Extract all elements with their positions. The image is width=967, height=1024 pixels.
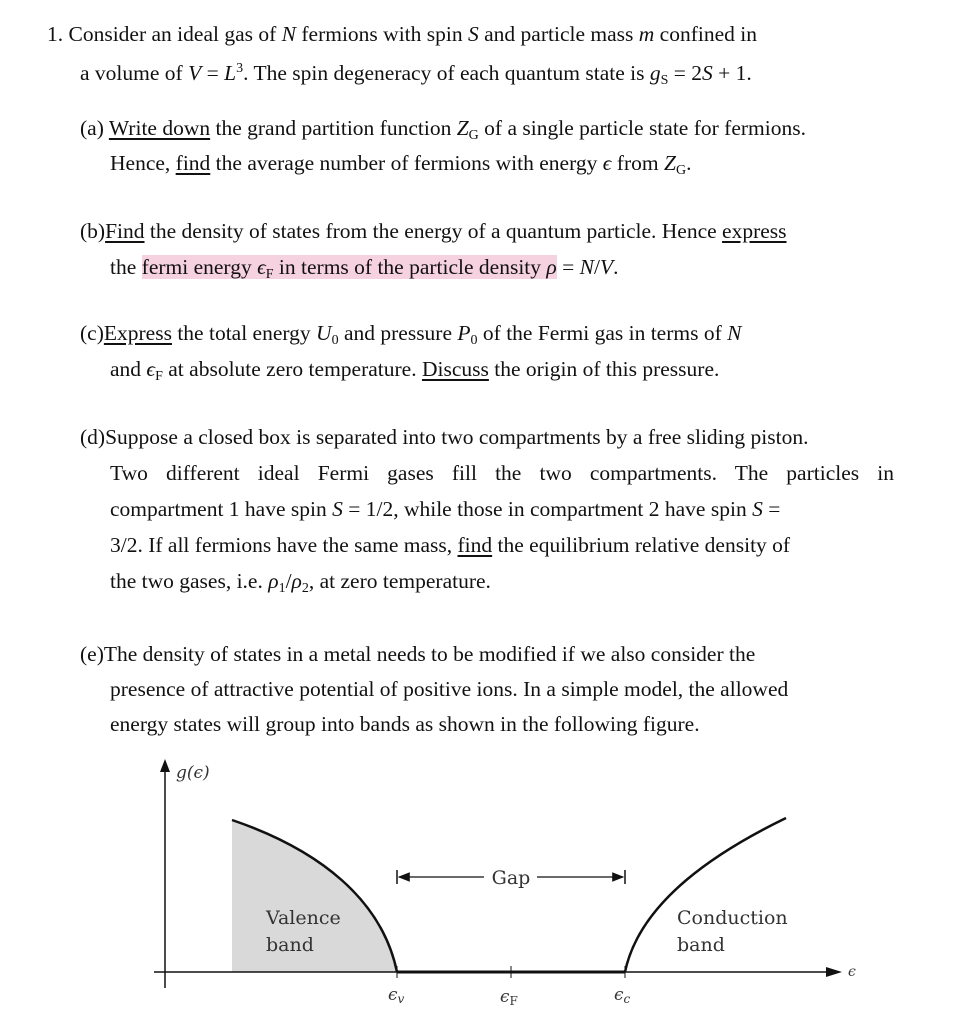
- x-axis-arrow: [826, 967, 842, 977]
- problem-number: 1.: [47, 22, 64, 46]
- part-a-label: (a): [80, 116, 104, 140]
- intro-text: Consider an ideal gas of N fermions with spin S and particle mass m confined in: [68, 22, 757, 46]
- part-b-line-2: the fermi energy $\epsilon_F$ in terms of the particle density ρ = N/V.: [110, 255, 619, 282]
- part-d-line-5: the two gases, i.e. $\rho_1/\rho_2$, at zero temperature.: [110, 569, 491, 596]
- gap-label: Gap: [491, 867, 531, 889]
- part-a-line-2: Hence, find the average number of fermions with energy ϵ from $Z_G$.: [110, 151, 692, 178]
- highlighted-phrase: fermi energy $\epsilon_F$ in terms of the particle density ρ: [141, 255, 557, 282]
- part-a-line-1: (a) Write down the grand partition function $Z_G$ of a single particle state for fermions.: [80, 116, 806, 143]
- part-e-label: (e): [80, 642, 104, 666]
- tick-label-ef: ϵF: [500, 987, 518, 1008]
- x-axis-label: ϵ: [848, 964, 856, 980]
- part-e-line-2: presence of attractive potential of positive ions. In a simple model, the allowed: [110, 677, 789, 701]
- y-axis-label: g(ϵ): [176, 763, 210, 783]
- part-e-line-1: (e)The density of states in a metal needs to be modified if we also consider the: [80, 642, 756, 666]
- valence-label-line-2: band: [266, 934, 314, 956]
- y-axis-arrow: [160, 759, 170, 772]
- valence-band-fill: [232, 820, 397, 972]
- part-e-line-3: energy states will group into bands as shown in the following figure.: [110, 712, 700, 736]
- part-b-line-1: (b)Find the density of states from the energy of a quantum particle. Hence express: [80, 219, 787, 243]
- part-c-line-2: and $\epsilon_F$ at absolute zero temperature. Discuss the origin of this pressure.: [110, 357, 720, 384]
- conduction-label-line-2: band: [677, 934, 725, 956]
- part-d-line-1: (d)Suppose a closed box is separated into two compartments by a free sliding piston.: [80, 425, 809, 449]
- part-c-label: (c): [80, 321, 104, 345]
- valence-label-line-1: Valence: [266, 907, 341, 929]
- part-d-line-4: 3/2. If all fermions have the same mass, find the equilibrium relative density of: [110, 533, 791, 557]
- tick-label-ec: ϵc: [614, 985, 631, 1006]
- conduction-label-line-1: Conduction: [677, 907, 788, 929]
- part-d-label: (d): [80, 425, 106, 449]
- part-b-label: (b): [80, 219, 106, 243]
- part-c-line-1: (c)Express the total energy $U_0$ and pressure $P_0$ of the Fermi gas in terms of N: [80, 321, 742, 348]
- tick-label-ev: ϵv: [388, 985, 405, 1006]
- part-d-line-3: compartment 1 have spin S = 1/2, while those in compartment 2 have spin S =: [110, 497, 781, 521]
- part-d-line-2: Two different ideal Fermi gases fill the two compartments. The particles in: [110, 461, 894, 485]
- intro-line-2: a volume of $V = L^3$. The spin degeneracy of each quantum state is $g_S = 2S + 1$.: [80, 61, 752, 88]
